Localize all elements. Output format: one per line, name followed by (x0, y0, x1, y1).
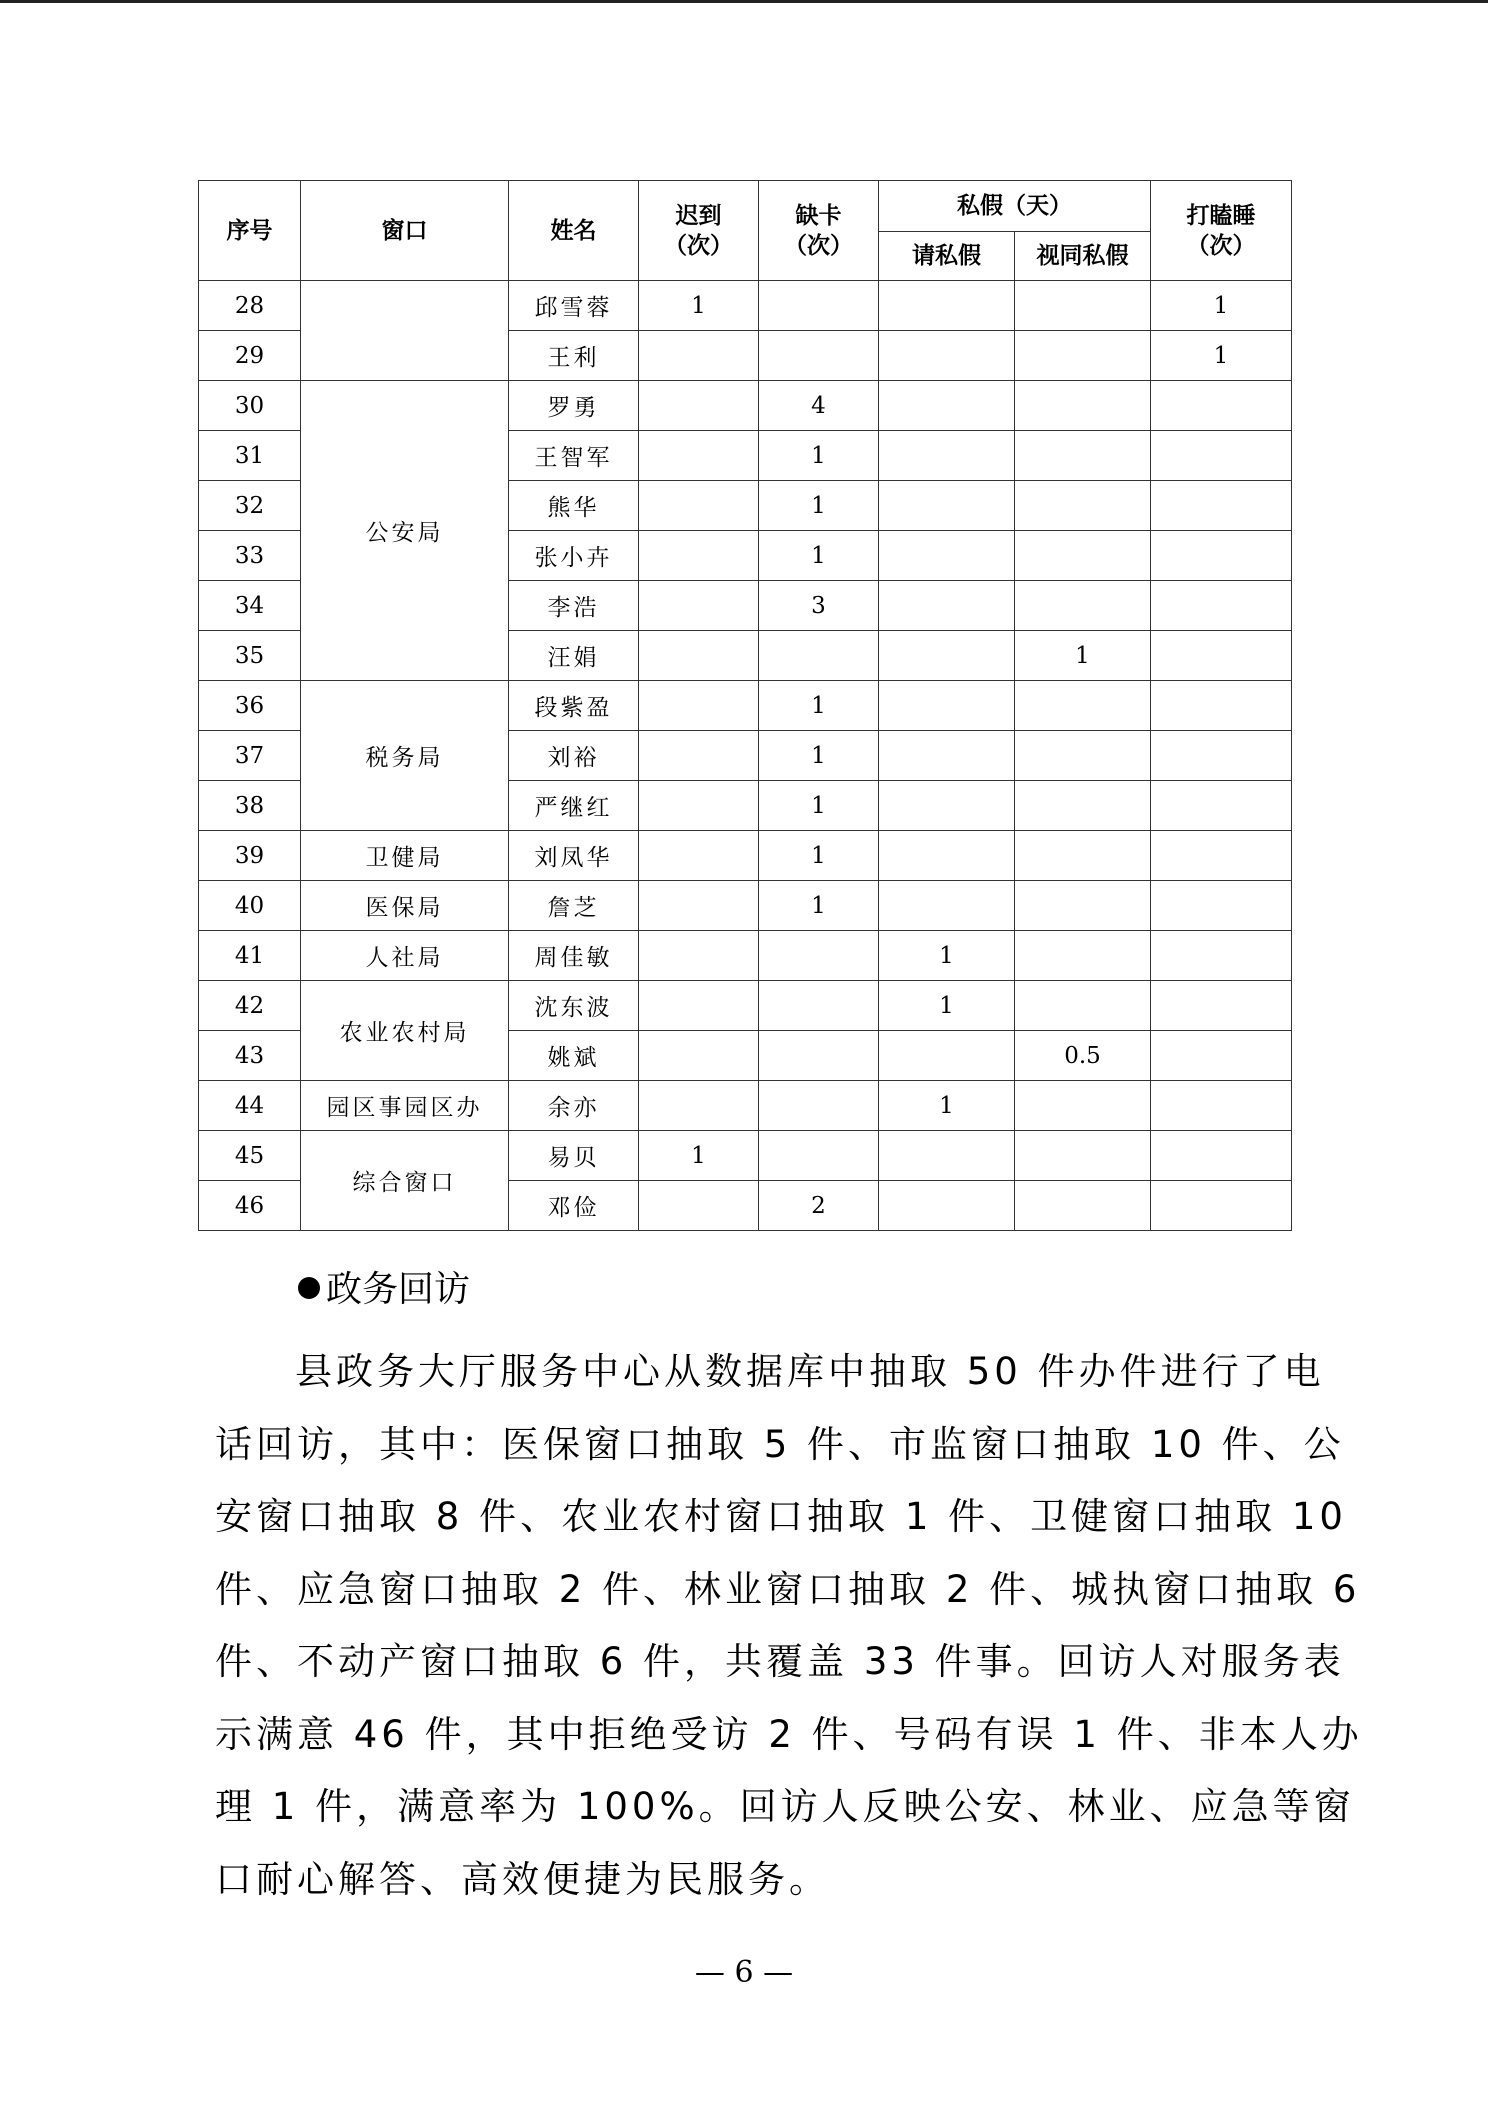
cell-missing-card: 1 (759, 731, 879, 781)
cell-name: 王智军 (509, 431, 639, 481)
cell-doze: 1 (1151, 281, 1292, 331)
page-number: — 6 — (694, 1955, 794, 1990)
table-row (199, 1081, 1292, 1131)
cell-missing-card (759, 981, 879, 1031)
cell-late (639, 881, 759, 931)
cell-window: 农业农村局 (301, 981, 509, 1081)
cell-deemed-leave (1015, 581, 1151, 631)
cell-late (639, 331, 759, 381)
cell-missing-card: 3 (759, 581, 879, 631)
cell-deemed-leave (1015, 981, 1151, 1031)
cell-request-leave (879, 481, 1015, 531)
table-row (199, 681, 1292, 731)
cell-seq: 42 (199, 981, 301, 1031)
cell-seq: 45 (199, 1131, 301, 1181)
header-deemed-leave: 视同私假 (1015, 232, 1151, 281)
attendance-table (198, 180, 1292, 1231)
cell-late (639, 481, 759, 531)
cell-doze (1151, 831, 1292, 881)
cell-missing-card: 1 (759, 781, 879, 831)
cell-deemed-leave (1015, 1131, 1151, 1181)
paragraph-line: 件、不动产窗口抽取 6 件，共覆盖 33 件事。回访人对服务表 (215, 1640, 1345, 1683)
cell-seq: 36 (199, 681, 301, 731)
cell-request-leave (879, 531, 1015, 581)
cell-doze (1151, 1031, 1292, 1081)
cell-window: 卫健局 (301, 831, 509, 881)
cell-name: 詹芝 (509, 881, 639, 931)
cell-deemed-leave (1015, 881, 1151, 931)
cell-request-leave (879, 1031, 1015, 1081)
cell-request-leave: 1 (879, 981, 1015, 1031)
cell-doze (1151, 731, 1292, 781)
cell-seq: 35 (199, 631, 301, 681)
cell-request-leave (879, 331, 1015, 381)
cell-deemed-leave (1015, 731, 1151, 781)
cell-missing-card: 4 (759, 381, 879, 431)
cell-request-leave (879, 1181, 1015, 1231)
table-row (199, 831, 1292, 881)
cell-window (301, 281, 509, 381)
cell-name: 刘裕 (509, 731, 639, 781)
cell-request-leave: 1 (879, 1081, 1015, 1131)
cell-seq: 33 (199, 531, 301, 581)
cell-deemed-leave (1015, 1081, 1151, 1131)
cell-doze (1151, 981, 1292, 1031)
cell-missing-card (759, 931, 879, 981)
section-heading (298, 1266, 470, 1314)
cell-request-leave (879, 731, 1015, 781)
cell-window: 税务局 (301, 681, 509, 831)
header-private-leave: 私假（天） (879, 181, 1151, 232)
cell-name: 邱雪蓉 (509, 281, 639, 331)
cell-late (639, 631, 759, 681)
cell-request-leave (879, 881, 1015, 931)
cell-request-leave (879, 681, 1015, 731)
cell-missing-card: 1 (759, 531, 879, 581)
cell-missing-card (759, 1031, 879, 1081)
cell-late (639, 681, 759, 731)
cell-deemed-leave (1015, 531, 1151, 581)
cell-doze (1151, 381, 1292, 431)
cell-doze (1151, 781, 1292, 831)
cell-late (639, 731, 759, 781)
cell-request-leave (879, 281, 1015, 331)
cell-doze (1151, 431, 1292, 481)
cell-seq: 44 (199, 1081, 301, 1131)
cell-missing-card: 1 (759, 481, 879, 531)
cell-doze (1151, 1131, 1292, 1181)
cell-late (639, 931, 759, 981)
cell-deemed-leave (1015, 1181, 1151, 1231)
paragraph-line: 件、应急窗口抽取 2 件、林业窗口抽取 2 件、城执窗口抽取 6 (215, 1567, 1361, 1611)
cell-window: 综合窗口 (301, 1131, 509, 1231)
cell-name: 易贝 (509, 1131, 639, 1181)
cell-missing-card (759, 1131, 879, 1181)
cell-late (639, 1081, 759, 1131)
table-row (199, 1131, 1292, 1181)
cell-seq: 32 (199, 481, 301, 531)
cell-seq: 31 (199, 431, 301, 481)
cell-missing-card (759, 281, 879, 331)
cell-deemed-leave (1015, 781, 1151, 831)
cell-name: 严继红 (509, 781, 639, 831)
cell-doze (1151, 631, 1292, 681)
cell-missing-card: 1 (759, 831, 879, 881)
table-row (199, 381, 1292, 431)
cell-missing-card: 1 (759, 431, 879, 481)
cell-seq: 43 (199, 1031, 301, 1081)
header-seq: 序号 (199, 181, 301, 281)
cell-deemed-leave (1015, 331, 1151, 381)
cell-deemed-leave: 0.5 (1015, 1031, 1151, 1081)
cell-name: 熊华 (509, 481, 639, 531)
cell-late (639, 1181, 759, 1231)
cell-name: 李浩 (509, 581, 639, 631)
cell-request-leave (879, 781, 1015, 831)
cell-deemed-leave (1015, 831, 1151, 881)
cell-window: 人社局 (301, 931, 509, 981)
cell-seq: 37 (199, 731, 301, 781)
cell-missing-card: 1 (759, 681, 879, 731)
paragraph-line: 口耐心解答、高效便捷为民服务。 (215, 1857, 830, 1901)
cell-doze (1151, 1081, 1292, 1131)
header-request-leave: 请私假 (879, 232, 1015, 281)
cell-deemed-leave (1015, 431, 1151, 481)
cell-missing-card: 2 (759, 1181, 879, 1231)
cell-missing-card (759, 631, 879, 681)
table-row (199, 281, 1292, 331)
cell-request-leave (879, 631, 1015, 681)
bullet-icon (298, 1277, 320, 1299)
cell-seq: 34 (199, 581, 301, 631)
cell-request-leave: 1 (879, 931, 1015, 981)
cell-deemed-leave (1015, 681, 1151, 731)
cell-late: 1 (639, 1131, 759, 1181)
table-row (199, 981, 1292, 1031)
header-name: 姓名 (509, 181, 639, 281)
cell-late (639, 581, 759, 631)
cell-seq: 46 (199, 1181, 301, 1231)
cell-doze (1151, 531, 1292, 581)
cell-deemed-leave (1015, 481, 1151, 531)
cell-window: 公安局 (301, 381, 509, 681)
header-window: 窗口 (301, 181, 509, 281)
cell-window: 园区事园区办 (301, 1081, 509, 1131)
table-row (199, 881, 1292, 931)
cell-late (639, 531, 759, 581)
cell-deemed-leave (1015, 281, 1151, 331)
cell-seq: 30 (199, 381, 301, 431)
table-row (199, 931, 1292, 981)
cell-seq: 38 (199, 781, 301, 831)
cell-seq: 29 (199, 331, 301, 381)
cell-doze (1151, 881, 1292, 931)
cell-late (639, 781, 759, 831)
cell-doze (1151, 681, 1292, 731)
cell-missing-card (759, 1081, 879, 1131)
cell-deemed-leave (1015, 381, 1151, 431)
cell-name: 周佳敏 (509, 931, 639, 981)
cell-doze (1151, 931, 1292, 981)
cell-deemed-leave (1015, 931, 1151, 981)
page-top-border (0, 0, 1488, 3)
cell-request-leave (879, 431, 1015, 481)
cell-doze (1151, 481, 1292, 531)
body-paragraph (215, 1336, 1363, 1916)
paragraph-line: 理 1 件，满意率为 100%。回访人反映公安、林业、应急等窗 (215, 1785, 1355, 1828)
cell-name: 邓俭 (509, 1181, 639, 1231)
cell-missing-card (759, 331, 879, 381)
header-missing-card: 缺卡 （次） (759, 181, 879, 281)
cell-late (639, 831, 759, 881)
cell-seq: 41 (199, 931, 301, 981)
cell-request-leave (879, 1131, 1015, 1181)
cell-name: 王利 (509, 331, 639, 381)
header-doze: 打瞌睡 （次） (1151, 181, 1292, 281)
cell-doze: 1 (1151, 331, 1292, 381)
cell-late (639, 981, 759, 1031)
cell-seq: 40 (199, 881, 301, 931)
cell-name: 姚斌 (509, 1031, 639, 1081)
paragraph-line: 县政务大厅服务中心从数据库中抽取 50 件办件进行了电 (295, 1350, 1325, 1393)
cell-missing-card: 1 (759, 881, 879, 931)
cell-name: 沈东波 (509, 981, 639, 1031)
paragraph-line: 示满意 46 件，其中拒绝受访 2 件、号码有误 1 件、非本人办 (215, 1712, 1363, 1756)
cell-doze (1151, 1181, 1292, 1231)
cell-request-leave (879, 381, 1015, 431)
cell-seq: 39 (199, 831, 301, 881)
cell-name: 张小卉 (509, 531, 639, 581)
cell-name: 罗勇 (509, 381, 639, 431)
header-late: 迟到 （次） (639, 181, 759, 281)
cell-request-leave (879, 581, 1015, 631)
cell-deemed-leave: 1 (1015, 631, 1151, 681)
cell-name: 汪娟 (509, 631, 639, 681)
cell-name: 刘凤华 (509, 831, 639, 881)
section-heading-text: 政务回访 (326, 1269, 471, 1310)
cell-late (639, 1031, 759, 1081)
paragraph-line: 安窗口抽取 8 件、农业农村窗口抽取 1 件、卫健窗口抽取 10 (215, 1495, 1347, 1538)
paragraph-line: 话回访，其中：医保窗口抽取 5 件、市监窗口抽取 10 件、公 (215, 1422, 1345, 1466)
cell-late (639, 431, 759, 481)
cell-window: 医保局 (301, 881, 509, 931)
cell-name: 余亦 (509, 1081, 639, 1131)
cell-name: 段紫盈 (509, 681, 639, 731)
cell-request-leave (879, 831, 1015, 881)
cell-doze (1151, 581, 1292, 631)
cell-seq: 28 (199, 281, 301, 331)
cell-late (639, 381, 759, 431)
cell-late: 1 (639, 281, 759, 331)
